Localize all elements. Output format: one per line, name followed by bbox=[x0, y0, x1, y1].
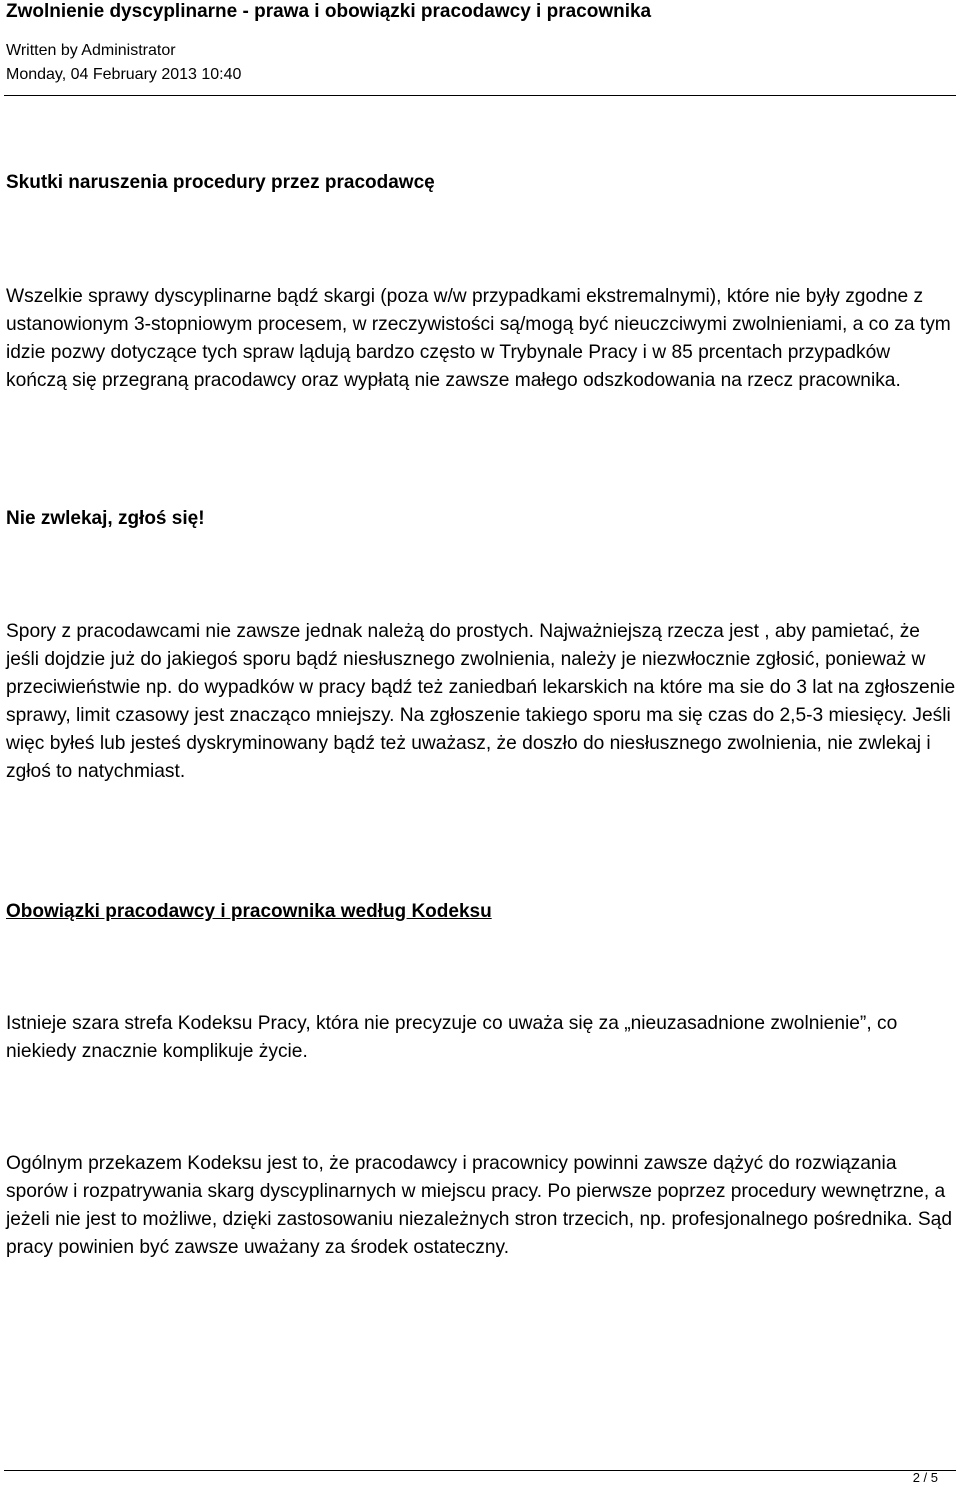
section-heading-report: Nie zwlekaj, zgłoś się! bbox=[6, 508, 205, 529]
article-meta bbox=[6, 39, 956, 87]
paragraph-grey-zone: Istnieje szara strefa Kodeksu Pracy, która nie precyzuje co uważa się za „nieuzasadnione zwolnienie”, co niekiedy znacznie komplikuje życie. bbox=[6, 1013, 898, 1062]
paragraph-general-message: Ogólnym przekazem Kodeksu jest to, że pracodawcy i pracownicy powinni zawsze dążyć do rozwiązania sporów i rozpatrywania skarg dyscyplinarnych w miejscu pracy. Po pierwsze poprzez procedury wewnętrzne, a jeżeli nie jest to możliwe, dzięki zastosowaniu niezależnych stron trzecich, np. profesjonalnego pośrednika. Sąd pracy powinien być zawsze uważany za środek ostateczny. bbox=[6, 1153, 953, 1258]
date-line: Monday, 04 February 2013 10:40 bbox=[6, 66, 242, 83]
document-title: Zwolnienie dyscyplinarne - prawa i obowiązki pracodawcy i pracownika bbox=[6, 1, 652, 22]
footer-divider bbox=[4, 1470, 956, 1471]
paragraph-report: Spory z pracodawcami nie zawsze jednak należą do prostych. Najważniejszą rzecza jest , aby pamietać, że jeśli dojdzie już do jakiegoś sporu bądź niesłusznego zwolnienia, należy je niezwłocznie zgłosić, ponieważ w przeciwieństwie np. do wypadków w pracy bądź też zaniedbań lekarskich na które ma sie do 3 lat na zgłoszenie sprawy, limit czasowy jest znacząco mniejszy. Na zgłoszenie takiego sporu ma się czas do 2,5-3 miesięcy. Jeśli więc byłeś lub jesteś dyskryminowany bądź też uważasz, że doszło do niesłusznego zwolnienia, nie zwlekaj i zgłoś to natychmiast. bbox=[6, 621, 956, 782]
page-number: 2 / 5 bbox=[912, 1470, 938, 1485]
document-header bbox=[6, 0, 956, 87]
section-heading-consequences: Skutki naruszenia procedury przez pracodawcę bbox=[6, 172, 435, 193]
section-heading-obligations: Obowiązki pracodawcy i pracownika według Kodeksu bbox=[6, 901, 492, 922]
author-line: Written by Administrator bbox=[6, 42, 176, 59]
header-divider bbox=[4, 95, 956, 96]
paragraph-consequences: Wszelkie sprawy dyscyplinarne bądź skargi (poza w/w przypadkami ekstremalnymi), które nie były zgodne z ustanowionym 3-stopniowym procesem, w rzeczywistości są/mogą być nieuczciwymi zwolnieniami, a co za tym idzie pozwy dotyczące tych spraw lądują bardzo często w Trybynale Pracy i w 85 prcentach przypadków kończą się przegraną pracodawcy oraz wypłatą nie zawsze małego odszkodowania na rzecz pracownika. bbox=[6, 286, 951, 391]
